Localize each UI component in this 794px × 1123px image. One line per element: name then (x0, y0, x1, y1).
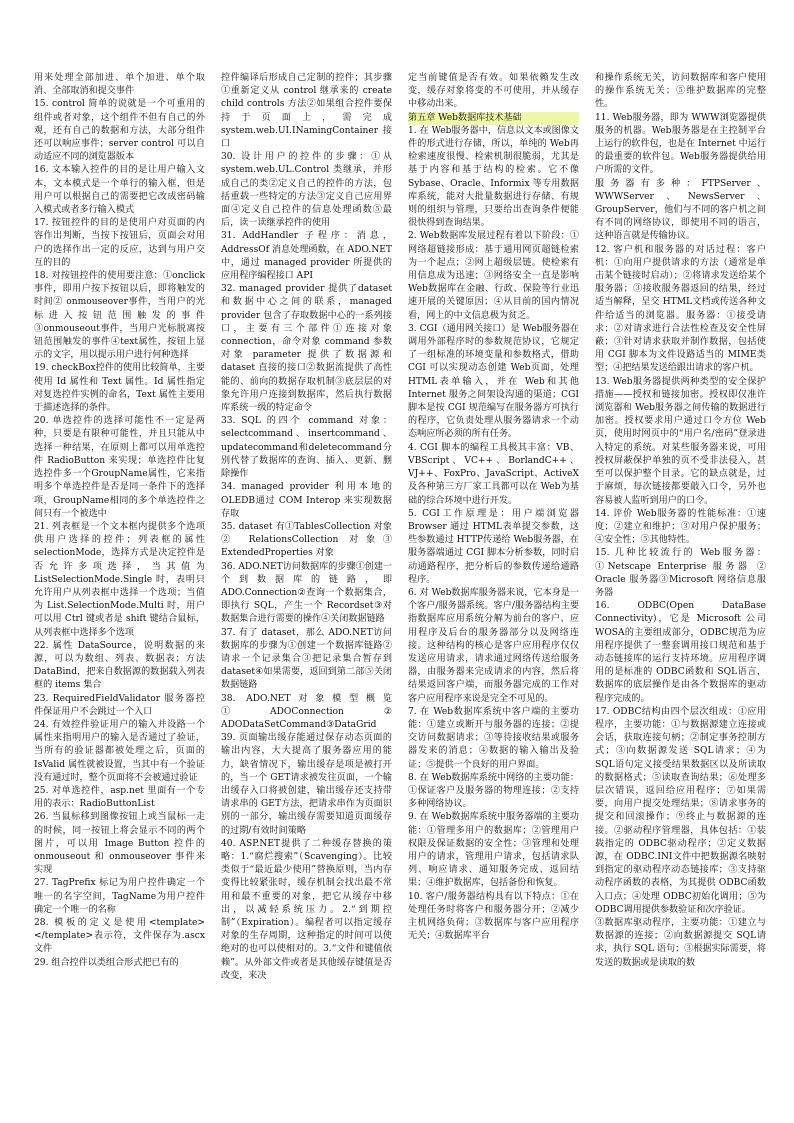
col3-p6: 5. CGI工作原理是：用户端浏览器Browser 通过 HTML表单提交参数，这些参数通过 HTTP传递给 Web服务器，在服务器端通过 CGI 脚本分析参数，同时启动通路程序，把分析后的参数传递给通路程序。 (408, 508, 579, 585)
col2-p9: 38. ADO.NET对象模型概览①ADOConnection② ADODataSetCommand③DataGrid (221, 693, 392, 730)
col1-p1: 15. control 简单的说就是一个可重用的组件或者对象，这个组件不但有自己的外观，还有自己的数据和方法，大部分组件还可以响应事件；server control 可以自动适应不同的浏览器版本 (34, 99, 205, 163)
col2-p4: 33. SQL 的四个 command 对象：selectcommand、insertcommand、updatecommand和deletecommand分别代替了数据库的查询、插入、更新、删除操作 (221, 416, 392, 480)
col2-p5: 34. managed provider 利用本地的 OLEDB通过 COM Interop 来实现数据存取 (221, 482, 392, 519)
col1-p2: 16. 文本输入控件的目的是让用户输入文本，文本模式是一个单行的输入框，但是用户可以根据自己的需要把它改成密码输入模式或者多行输入模式 (34, 165, 205, 216)
col1-p4: 18. 对按钮控件的使用要注意：①onclick 事件，即用户按下按钮以后，即将触发的时间② onmouseover事件，当用户的光标进入按钮范围触发的事件③onmouseout事件，当用户光标脱离按钮范围触发的事件④text属性，按钮上显示的文字，用以提示用户进行何种选择 (34, 271, 205, 361)
column-2 (221, 72, 392, 1072)
col2-p6: 35. dataset 有①TablesCollection 对象② RelationsCollection 对象③ ExtendedProperties 对象 (221, 521, 392, 559)
col4-p0: 和操作系统无关，访问数据库和客户使用的操作系统无关；⑤维护数据库的完整性。 (595, 73, 766, 110)
col2-p7: 36. ADO.NET访问数据库的步骤①创建一个到数据库的链路，即 ADO.Connection②查询一个数据集合，即执行 SQL，产生一个 Recordset③对数据集合进行需要的操作④关闭数据链路 (221, 561, 392, 625)
col3-p10: 9. 在 Web数据库系统中服务器端的主要功能：①管理多用户的数据库；②管理用户权限及保证数据的安全性；③管理和处理用户的请求，管理用户请求，包括请求队列、响应请求、通知服务完成、返回结果；④维护数据库，包括备份和恢复。 (408, 812, 579, 889)
col1-p10: 24. 有效控件验证用户的输入并设路一个属性来指明用户的输入是否通过了验证，当所有的验证器都被处理之后，页面的 IsValid 属性就被设置，当其中有一个验证没有通过时，整个页面将不会被通过验证 (34, 719, 205, 783)
col3-p2: 1. 在 Web服务器中，信息以文本或图像文件的形式进行存储，所以，单纯的 Web再检索速度很慢、检索机制很脆弱，尤其是基于内容和基于结构的检索。它不像 Sybase、Oracle、Informix 等专用数据库系统，能对大批量数据进行存储、有规则的组织与管理，只要给出查询条件便能很快得到查询结果。 (408, 125, 579, 229)
col4-p4: 13. Web服务器提供两种类型的安全保护措施——授权和链接加密。授权即仅准许浏览器和 Web服务器之间传输的数据进行加密。授权要求用户通过口令方位 Web页，使用时网页中的“用户名/密码”登录进入特定的系统。对某些服务器来说，可用授权屏蔽保护单独的页不受非法侵入，甚至可以保护整个目录。它的缺点就是，过于麻烦，每次链接都要敲入口令，另外也容易被人监听到用户的口令。 (595, 376, 766, 506)
col3-p0: 定当前键值是否有效。如果依赖发生改变，缓存对象将变的不可使用，并从缓存中移动出来。 (408, 73, 579, 110)
col2-p0: 控件编译后形成自己定制的控件；其步骤①重新定义从 control 继承来的 create child controls 方法②如果组合控件要保持于页面上，需完成 system.web.UI.INamingContainer 接口 (221, 73, 392, 150)
col3-p7: 6. 对 Web数据库服务器来说，它本身是一个客户/服务器系统。客户/服务器结构主要指数据库应用系统分解为前台的客户、应用程序及后台的服务器部分以及网络连接。这种结构的核心是客户应用程序仅仅发送应用请求，请求通过网络传送给服务器，由服务器来完成请求的内容，然后将结果返回客户端，而服务器完成的工作对客户应用程序来说是完全不可见的。 (408, 587, 579, 704)
col4-p9: ③数据库驱动程序，主要功能：①建立与数据源的连接；②向数据源提交 SQL请求，执行 SQL 语句；③根据实际需要，将发送的数据或是读取的数 (595, 918, 766, 968)
col4-p3: 12. 客户机和服务器的对话过程：客户机：①向用户提供请求的方法（通常是单击某个链接时启动）；②将请求发送给某个服务器；③接收服务器返回的结果，经过适当解释，呈交 HTML文档或传送各种文件给适当的浏览器。服务器：①接受请求；②对请求进行合法性检查及安全性屏蔽；③针对请求获取并制作数据，包括使用 CGI 脚本为文件设路适当的 MIME类型；④把结果发送给跟出请求的客户机。 (595, 244, 766, 374)
col4-p1: 11. Web服务器，即为 WWW浏览器提供服务的机器。Web服务器是在主控制平台上运行的软件包，也是在 Internet 中运行的最重要的软件包。Web服务器提供给用户所需的文件。 (595, 112, 766, 176)
col2-p10: 39. 页面输出缓存能通过保存动态页面的输出内容，大大提高了服务器应用的能力，缺省情况下，输出缓存是项是被打开的，当一个 GET请求被发往页面，一个输出缓存入口将被创建，输出缓存还支持带请求串的 GET方法，把请求串作为页面识别的一部分，输出缓存需要知道页面缓存的过期/有效时间策略 (221, 733, 392, 836)
col2-p11: 40. ASP.NET提供了二种缓存替换的策略：1.“腐烂搜索”（Scavenging）。比较类似于“最近最少使用”替换原则，当内存变得比较紧张时，缓存机制会找出最不常用和最不重要的对象，把它从缓存中移出，以减轻系统压力。2.“到期控制”（Expiration）。编程者可以指定缓存对象的生存周期，这种指定的时间可以使绝对的也可以使相对的。3.“文件和键值依赖”。从外部文件或者是其他缓存键值是否改变，来决 (221, 838, 392, 981)
column-3 (408, 72, 579, 1072)
col2-p8: 37. 有了 dataset，那么 ADO.NET访问数据库的步骤为①创建一个数据库链路②请求一个记录集合③把记录集合暂存到 dataset④如果需要，返回到第二部⑤关闭数据链路 (221, 627, 392, 691)
col2-p2: 31. AddHandler 子程序：消息，AddressOf 消息处理函数，在 ADO.NET中，通过 managed provider 所提供的应用程序编程接口 API (221, 231, 392, 282)
col1-p15: 29. 组合控件以类组合形式把已有的 (34, 957, 179, 968)
col2-p1: 30. 设计用户的控件的步骤：①从 system.web.UL.Control 类继承，并形成自己的类②定义自己的控件的方法，包括重载一些特定的方法③定义自己应用界面④定义自己控件的信息处理函数⑤最后，读一读继承控件的使用 (221, 152, 392, 229)
col1-p11: 25. 对单选控件，asp.net 里面有一个专用的表示：RadioButtonList (34, 785, 205, 810)
col1-p9: 23. RequiredFieldValidator 服务器控件保证用户不会跳过一个入口 (34, 693, 205, 717)
col1-p6: 20. 单选控件的选择可能性不一定是两种，只要是有限种可能性，并且只能从中选择一种结果，在原则上都可以用单选控件 RadioButton 来实现；单选控件比复选控件多一个GroupName属性，它来指明多个单选控件是否是同一条件下的选择项，GroupName相同的多个单选控件之间只有一个被选中 (34, 416, 205, 519)
col3-p4: 3. CGI（通用网关接口）是 Web服务器在调用外部程序时的参数规范协议，它规定了一组标准的环境变量和参数格式，借助 CGI 可以实现动态创建 Web页面，处理 HTML表单输入，并在 Web和其他 Internet 服务之间架设沟通的渠道；CGI 脚本是按 CGI 规范编写在服务器方可执行的程序，它负责处理从服务器请求一个动态响应所必须的所有任务。 (408, 323, 579, 440)
col4-p6: 15. 几种比较流行的 Web服务器：①Netscape Enterprise 服务器 ② Oracle 服务器③Microsoft 网络信息服务器 (595, 548, 766, 598)
col2-p3: 32. managed provider 提供了dataset 和数据中心之间的联系，managed provider 包含了存取数据中心的一系列接口，主要有三个部件①连接对象 connection，命令对象 command 参数对象 parameter 提供了数据源和 dataset 直接的接口②数据流提供了高性能的、前向的数据存取机制③底层层的对象允许用户连接到数据库，然后执行数据库系统一级的特定命令 (221, 284, 392, 414)
column-1 (34, 72, 205, 1072)
text-page (34, 72, 766, 1072)
col3-p5: 4. CGI 脚本的编程工具极其丰富：VB、VBScript、VC++、BorlandC++、VJ++、FoxPro、JavaScript、ActiveX 及各种第三方厂家工具都可以在 Web为基础的综合环境中进行开发。 (408, 442, 579, 506)
col1-p14: 28. 模板的定义是使用<template></template>表示符，文件保存为.ascx 文件 (34, 918, 205, 955)
col3-p11: 10. 客户/服务器结构具有以下特点：①在处理任务时将客户和服务器分开；②减少主机网络负荷；③数据库与客户应用程序无关；④数据库平台 (408, 891, 579, 942)
col1-p0: 用来处理全部加进、单个加进、单个取消、全部取消和提交事件 (34, 73, 205, 97)
col4-p7: 16. ODBC(Open DataBase Connectivity)，它是 Microsoft 公司 WOSA的主要组成部分，ODBC规范为应用程序提供了一整套调用接口规范和基于动态链接库的运行支持环境。应用程序调用的是标准的 ODBC函数和 SQL语言，数据库的底层操作是由各个数据库的驱动程序完成的。 (595, 601, 766, 704)
col1-p3: 17. 按钮控件的目的是使用户对页面的内容作出判断，当按下按钮后，页面会对用户的选择作出一定的反应，达到与用户交互的目的 (34, 218, 205, 268)
col3-p3: 2. Web数据库发展过程有着以下阶段：①网络超链接形成：基于通用网页超链检索为一个起点；②网上超级层链。使检索有用信息成为迅速；③网络安全一直是影响 Web数据库在金融、行政、保险等行业迅速开展的关键原因；④从目前的国内情况看，网上的中文信息极为贫乏。 (408, 231, 579, 321)
col1-p8: 22. 属性 DataSource，说明数据的来源，可以为数组、列表、数据表；方法 DataBind，把来自数据源的数据载入列表框的 items 集合 (34, 640, 205, 691)
col3-p9: 8. 在 Web数据库系统中网络的主要功能：①保证客户及服务器的物理连接；②支持多种网络协议。 (408, 772, 579, 810)
col4-p2: 服务器有多种：FTPServer、WWWServer、NewsServer、GroupServer，他们与不同的客户机之间有不同的网络协议，即使用不同的语言，这种语言就是传输协议。 (595, 178, 766, 242)
col1-p7: 21. 列表框是一个文本框内提供多个选项供用户选择的控件；列表框的属性 selectionMode，选择方式是决定控件是否允许多项选择，当其值为 ListSelectionMode.Single 时，表明只允许用户从列表框中选择一个选项；当值为 List.SelectionMode.Multi 时，用户可以用 Ctrl 键或者是 shift 键结合鼠标，从列表框中选择多个选项 (34, 521, 205, 638)
col3-section-heading: 第五章 Web数据库技术基础 (408, 112, 579, 125)
col4-p8: 17. ODBC结构由四个层次组成：①应用程序，主要功能：①与数据源建立连接或会话，获取连接句柄；②制定事务控制方式；③向数据源发送 SQL请求；④为 SQL语句定义接受结果数据区以及所读取的数据格式；⑤读取查询结果；⑥处理多层次错误，返回给应用程序；⑦如果需要，向用户提交处理结果；⑧请求事务的提交和回滚操作；⑨终止与数据源的连接。②驱动程序管理器，具体包括：①装载指定的 ODBC驱动程序；②定义数据源，在 ODBC.INI文件中把数据源名映射到指定的驱动程序动态链接库；③支持驱动程序函数的表格，为其提供 ODBC函数入口点；④处理 ODBC初始化调用；⑤为 ODBC调用提供参数验证和次序验证。 (595, 706, 766, 915)
col1-p5: 19. checkBox控件的使用比较简单，主要使用 Id 属性和 Text 属性。Id 属性指定对复选控件实例的命名，Text 属性主要用于描述选择的条件。 (34, 363, 205, 414)
col3-p8: 7. 在 Web数据库系统中客户端的主要功能：①建立或断开与服务器的连接；②提交访问数据请求；③等待接收结果或服务器发来的消息；④数据的输入输出及验证；⑤提供一个良好的用户界面。 (408, 706, 579, 770)
column-4 (595, 72, 766, 1072)
col1-p12: 26. 当鼠标移到图像按钮上或当鼠标一走的时候，同一按钮上将会显示不同的两个图片，可以用 Image Button 控件的 onmouseout 和 onmouseover 事件来实现 (34, 812, 205, 876)
col1-p13: 27. TagPrefix 标记为用户控件确定一个唯一的名字空间，TagName为用户控件确定一个唯一的名称 (34, 878, 205, 915)
col4-p5: 14. 评价 Web服务器的性能标准：①速度；②建立和维护；③对用户保护服务；④安全性；⑤其他特性。 (595, 508, 766, 546)
